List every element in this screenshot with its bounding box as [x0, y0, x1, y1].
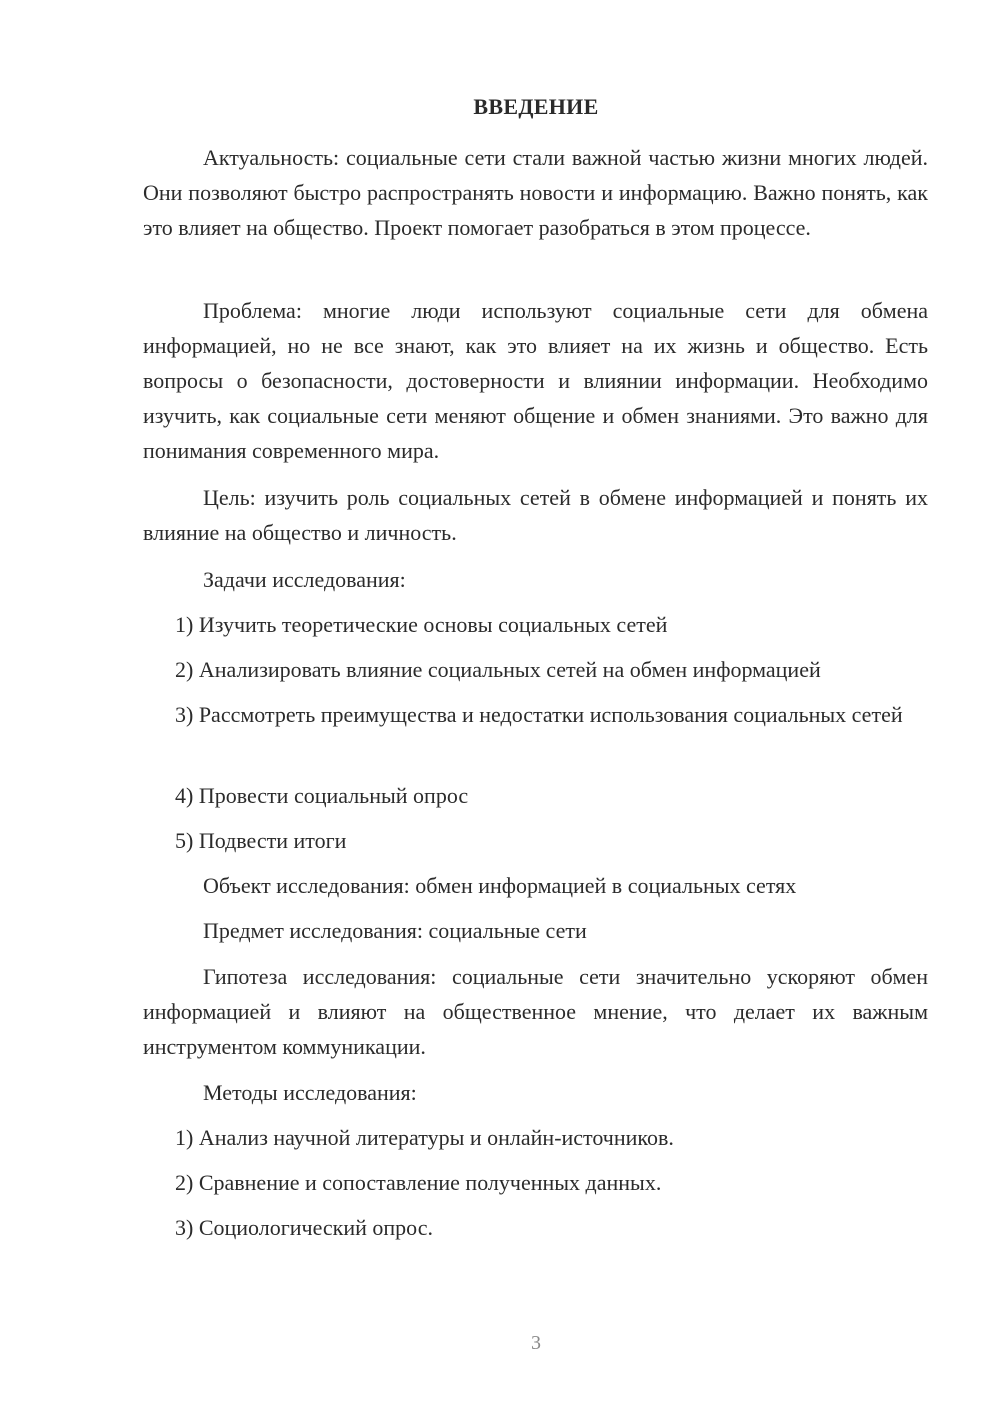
- goal-paragraph: Цель: изучить роль социальных сетей в обмене информацией и понять их влияние на общество и личность.: [143, 485, 928, 545]
- problem-paragraph: Проблема: многие люди используют социальные сети для обмена информацией, но не все знают, как это влияет на их жизнь и общество. Есть вопросы о безопасности, достоверности и влиянии информации. Необходимо изучить, как социальные сети меняют общение и обмен знаниями. Это важно для понимания современного мира.: [143, 298, 928, 463]
- task-item-3: 3) Рассмотреть преимущества и недостатки использования социальных сетей: [175, 702, 903, 727]
- page-number: 3: [531, 1332, 541, 1354]
- relevance-paragraph: Актуальность: социальные сети стали важной частью жизни многих людей. Они позволяют быстро распространять новости и информацию. Важно понять, как это влияет на общество. Проект помогает разобраться в этом процессе.: [143, 145, 928, 240]
- subject-paragraph: Предмет исследования: социальные сети: [203, 918, 587, 943]
- section-heading: ВВЕДЕНИЕ: [473, 94, 599, 119]
- task-item-2: 2) Анализировать влияние социальных сетей на обмен информацией: [175, 657, 821, 682]
- task-item-4: 4) Провести социальный опрос: [175, 783, 469, 808]
- method-item-2: 2) Сравнение и сопоставление полученных данных.: [175, 1170, 662, 1195]
- methods-title: Методы исследования:: [203, 1080, 417, 1105]
- object-paragraph: Объект исследования: обмен информацией в социальных сетях: [203, 873, 797, 898]
- hypothesis-paragraph: Гипотеза исследования: социальные сети значительно ускоряют обмен информацией и влияют на общественное мнение, что делает их важным инструментом коммуникации.: [143, 964, 928, 1059]
- method-item-3: 3) Социологический опрос.: [175, 1215, 433, 1240]
- task-item-5: 5) Подвести итоги: [175, 828, 347, 853]
- task-item-1: 1) Изучить теоретические основы социальных сетей: [175, 612, 668, 637]
- tasks-title: Задачи исследования:: [203, 567, 406, 592]
- method-item-1: 1) Анализ научной литературы и онлайн-источников.: [175, 1125, 674, 1150]
